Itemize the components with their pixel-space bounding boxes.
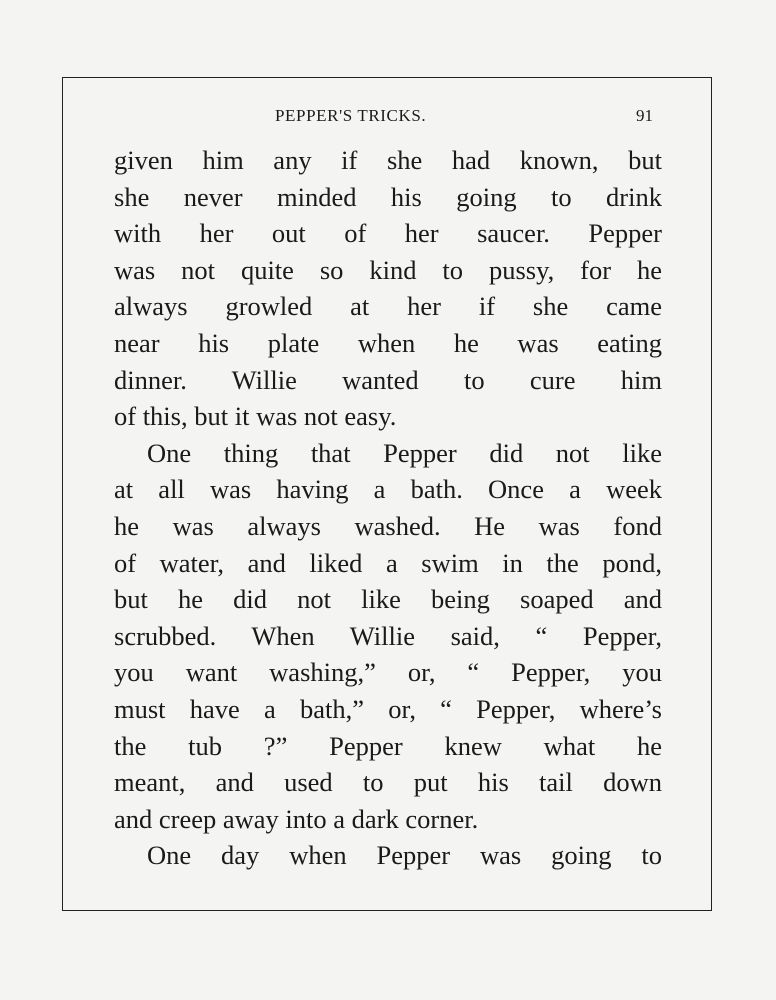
page-number: 91 bbox=[636, 106, 653, 125]
text-line: he was always washed. He was fond bbox=[114, 510, 662, 541]
text-line: scrubbed. When Willie said, “ Pepper, bbox=[114, 620, 662, 651]
text-line: she never minded his going to drink bbox=[114, 181, 662, 212]
text-line: and creep away into a dark corner. bbox=[114, 803, 479, 834]
text-line: the tub ?” Pepper knew what he bbox=[114, 730, 662, 761]
text-line: was not quite so kind to pussy, for he bbox=[114, 254, 662, 285]
paragraph-start-line: One day when Pepper was going to bbox=[147, 840, 662, 871]
body-text bbox=[114, 142, 662, 874]
text-line: at all was having a bath. Once a week bbox=[114, 474, 662, 505]
text-line: but he did not like being soaped and bbox=[114, 584, 662, 615]
text-line: with her out of her saucer. Pepper bbox=[114, 218, 662, 249]
running-header bbox=[0, 104, 776, 128]
text-line: near his plate when he was eating bbox=[114, 327, 662, 358]
text-line: you want washing,” or, “ Pepper, you bbox=[114, 657, 662, 688]
text-line: given him any if she had known, but bbox=[114, 145, 662, 175]
text-line: of this, but it was not easy. bbox=[114, 401, 397, 432]
paragraph-start-line: One thing that Pepper did not like bbox=[147, 437, 662, 468]
text-line: dinner. Willie wanted to cure him bbox=[114, 364, 662, 395]
text-line: of water, and liked a swim in the pond, bbox=[114, 547, 662, 578]
text-line: meant, and used to put his tail down bbox=[114, 767, 662, 798]
running-title: PEPPER'S TRICKS. bbox=[275, 106, 427, 125]
text-line: always growled at her if she came bbox=[114, 291, 662, 322]
text-line: must have a bath,” or, “ Pepper, where’s bbox=[114, 693, 662, 724]
